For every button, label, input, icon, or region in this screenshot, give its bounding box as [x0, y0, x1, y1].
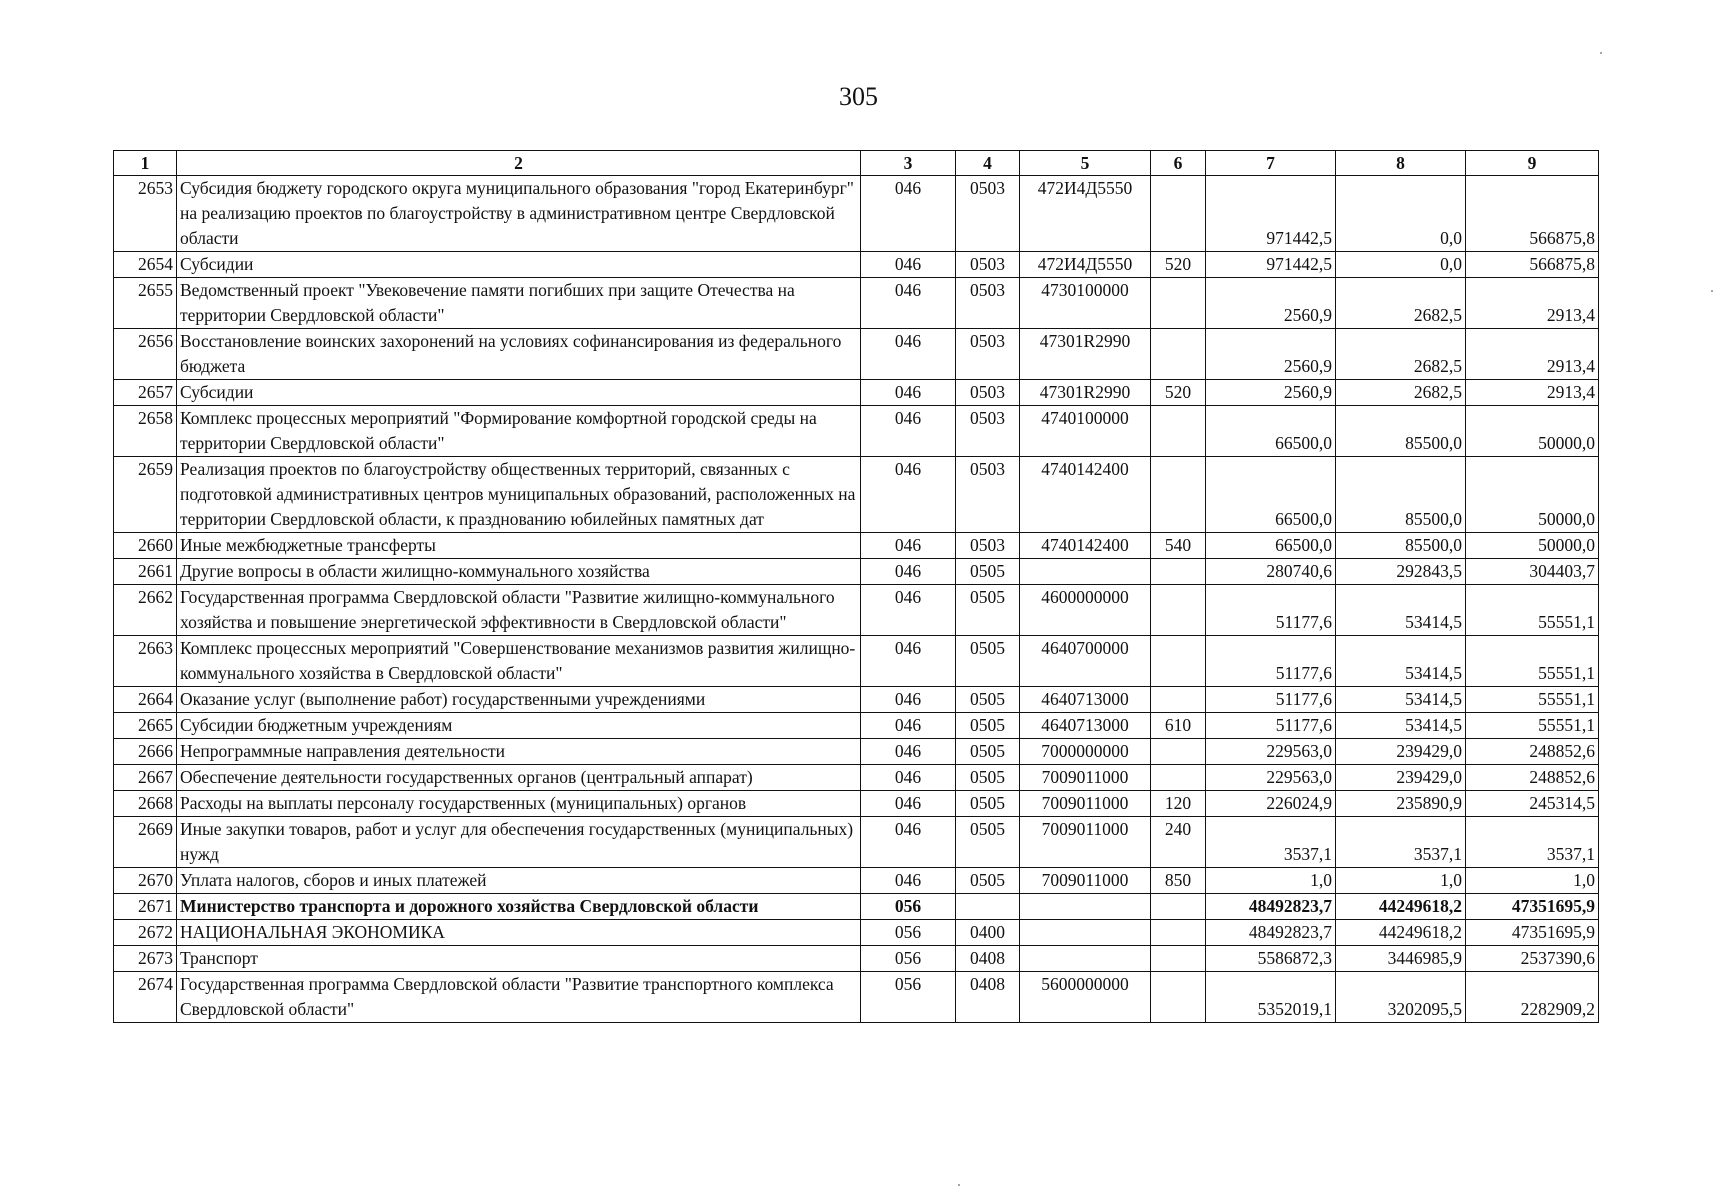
row-name-cell: Комплекс процессных мероприятий "Формирование комфортной городской среды на территории Свердловской области": [177, 406, 861, 457]
row-number-cell: 2672: [114, 920, 177, 946]
row-number-cell: 2662: [114, 585, 177, 636]
row-number-cell: 2671: [114, 894, 177, 920]
row-col7-cell: 48492823,7: [1206, 920, 1336, 946]
row-col4-cell: 0503: [956, 533, 1020, 559]
row-col3-cell: 046: [861, 559, 956, 585]
row-col3-cell: 046: [861, 406, 956, 457]
row-col9-cell: 47351695,9: [1466, 920, 1599, 946]
row-number-cell: 2663: [114, 636, 177, 687]
row-name-cell: Уплата налогов, сборов и иных платежей: [177, 868, 861, 894]
row-col4-cell: 0503: [956, 278, 1020, 329]
table-row: [114, 817, 1599, 868]
row-col9-cell: 566875,8: [1466, 176, 1599, 252]
row-col9-cell: 248852,6: [1466, 739, 1599, 765]
row-col8-cell: 292843,5: [1336, 559, 1466, 585]
row-col8-cell: 3537,1: [1336, 817, 1466, 868]
row-col3-cell: 046: [861, 817, 956, 868]
row-col5-cell: 47301R2990: [1020, 329, 1151, 380]
row-number-cell: 2655: [114, 278, 177, 329]
table-row: [114, 406, 1599, 457]
row-col6-cell: 850: [1151, 868, 1206, 894]
header-row: [114, 151, 1599, 176]
row-name-cell: Оказание услуг (выполнение работ) государственными учреждениями: [177, 687, 861, 713]
row-name-cell: Государственная программа Свердловской области "Развитие транспортного комплекса Свердловской области": [177, 972, 861, 1023]
row-col8-cell: 235890,9: [1336, 791, 1466, 817]
row-col7-cell: 51177,6: [1206, 636, 1336, 687]
row-col6-cell: 540: [1151, 533, 1206, 559]
table-row: [114, 457, 1599, 533]
row-number-cell: 2656: [114, 329, 177, 380]
row-name-cell: Субсидии: [177, 380, 861, 406]
row-col3-cell: 046: [861, 176, 956, 252]
row-col4-cell: 0505: [956, 559, 1020, 585]
row-col4-cell: 0505: [956, 636, 1020, 687]
row-col7-cell: 66500,0: [1206, 406, 1336, 457]
table-row: [114, 765, 1599, 791]
table-row: [114, 585, 1599, 636]
row-col3-cell: 046: [861, 380, 956, 406]
row-col5-cell: 4640700000: [1020, 636, 1151, 687]
row-col7-cell: 2560,9: [1206, 278, 1336, 329]
row-col7-cell: 229563,0: [1206, 765, 1336, 791]
row-number-cell: 2667: [114, 765, 177, 791]
table-row: [114, 972, 1599, 1023]
row-col8-cell: 2682,5: [1336, 329, 1466, 380]
row-col6-cell: [1151, 585, 1206, 636]
row-col6-cell: [1151, 559, 1206, 585]
row-col4-cell: 0505: [956, 585, 1020, 636]
row-col3-cell: 046: [861, 713, 956, 739]
row-col6-cell: [1151, 894, 1206, 920]
row-col3-cell: 056: [861, 894, 956, 920]
row-col9-cell: 2537390,6: [1466, 946, 1599, 972]
row-col3-cell: 046: [861, 765, 956, 791]
header-col-1: 1: [114, 151, 177, 176]
table-row: [114, 791, 1599, 817]
row-col9-cell: 50000,0: [1466, 457, 1599, 533]
row-col5-cell: 7000000000: [1020, 739, 1151, 765]
row-col9-cell: 55551,1: [1466, 713, 1599, 739]
row-col5-cell: 4740100000: [1020, 406, 1151, 457]
table-row: [114, 252, 1599, 278]
row-col4-cell: 0400: [956, 920, 1020, 946]
row-name-cell: Субсидии: [177, 252, 861, 278]
row-col5-cell: 47301R2990: [1020, 380, 1151, 406]
row-col8-cell: 53414,5: [1336, 636, 1466, 687]
row-col9-cell: 2282909,2: [1466, 972, 1599, 1023]
row-col5-cell: 7009011000: [1020, 791, 1151, 817]
row-number-cell: 2669: [114, 817, 177, 868]
row-col5-cell: 5600000000: [1020, 972, 1151, 1023]
table-row: [114, 687, 1599, 713]
row-col3-cell: 046: [861, 791, 956, 817]
row-col8-cell: 239429,0: [1336, 739, 1466, 765]
row-col8-cell: 3202095,5: [1336, 972, 1466, 1023]
row-col9-cell: 50000,0: [1466, 406, 1599, 457]
row-number-cell: 2668: [114, 791, 177, 817]
row-number-cell: 2666: [114, 739, 177, 765]
row-col8-cell: 85500,0: [1336, 533, 1466, 559]
header-col-6: 6: [1151, 151, 1206, 176]
table-row: [114, 920, 1599, 946]
row-col8-cell: 1,0: [1336, 868, 1466, 894]
row-col8-cell: 53414,5: [1336, 585, 1466, 636]
row-col3-cell: 046: [861, 868, 956, 894]
table-row: [114, 559, 1599, 585]
row-col9-cell: 245314,5: [1466, 791, 1599, 817]
row-col3-cell: 046: [861, 687, 956, 713]
table-row: [114, 713, 1599, 739]
row-number-cell: 2664: [114, 687, 177, 713]
table-row: [114, 894, 1599, 920]
row-col4-cell: 0505: [956, 687, 1020, 713]
row-col5-cell: 4740142400: [1020, 533, 1151, 559]
row-number-cell: 2673: [114, 946, 177, 972]
row-number-cell: 2653: [114, 176, 177, 252]
row-name-cell: Субсидии бюджетным учреждениям: [177, 713, 861, 739]
row-col6-cell: [1151, 687, 1206, 713]
row-col8-cell: 0,0: [1336, 176, 1466, 252]
table-row: [114, 380, 1599, 406]
row-col5-cell: 4730100000: [1020, 278, 1151, 329]
row-name-cell: Государственная программа Свердловской области "Развитие жилищно-коммунального хозяйства и повышение энергетической эффективности в Свердловской области": [177, 585, 861, 636]
row-col3-cell: 046: [861, 278, 956, 329]
row-name-cell: Другие вопросы в области жилищно-коммунального хозяйства: [177, 559, 861, 585]
row-col8-cell: 2682,5: [1336, 278, 1466, 329]
row-col4-cell: [956, 894, 1020, 920]
row-col3-cell: 046: [861, 636, 956, 687]
table-row: [114, 946, 1599, 972]
row-col9-cell: 566875,8: [1466, 252, 1599, 278]
row-col3-cell: 046: [861, 739, 956, 765]
row-number-cell: 2674: [114, 972, 177, 1023]
row-col6-cell: [1151, 636, 1206, 687]
row-name-cell: Восстановление воинских захоронений на условиях софинансирования из федерального бюджета: [177, 329, 861, 380]
row-col3-cell: 046: [861, 457, 956, 533]
row-number-cell: 2660: [114, 533, 177, 559]
row-col6-cell: 120: [1151, 791, 1206, 817]
table-row: [114, 176, 1599, 252]
row-col6-cell: [1151, 765, 1206, 791]
row-col7-cell: 971442,5: [1206, 176, 1336, 252]
row-col7-cell: 2560,9: [1206, 380, 1336, 406]
row-col9-cell: 55551,1: [1466, 636, 1599, 687]
row-col3-cell: 056: [861, 972, 956, 1023]
row-col7-cell: 5352019,1: [1206, 972, 1336, 1023]
row-col4-cell: 0503: [956, 380, 1020, 406]
row-col3-cell: 056: [861, 946, 956, 972]
row-col3-cell: 046: [861, 533, 956, 559]
row-col4-cell: 0505: [956, 739, 1020, 765]
row-name-cell: Министерство транспорта и дорожного хозяйства Свердловской области: [177, 894, 861, 920]
header-col-7: 7: [1206, 151, 1336, 176]
row-col4-cell: 0503: [956, 252, 1020, 278]
row-col6-cell: [1151, 920, 1206, 946]
row-col4-cell: 0408: [956, 946, 1020, 972]
row-name-cell: Непрограммные направления деятельности: [177, 739, 861, 765]
row-col7-cell: 971442,5: [1206, 252, 1336, 278]
row-name-cell: Расходы на выплаты персоналу государственных (муниципальных) органов: [177, 791, 861, 817]
table-row: [114, 278, 1599, 329]
row-col9-cell: 248852,6: [1466, 765, 1599, 791]
row-col8-cell: 44249618,2: [1336, 920, 1466, 946]
row-col3-cell: 046: [861, 252, 956, 278]
row-col8-cell: 85500,0: [1336, 457, 1466, 533]
row-col7-cell: 66500,0: [1206, 533, 1336, 559]
row-col9-cell: 3537,1: [1466, 817, 1599, 868]
row-col5-cell: [1020, 559, 1151, 585]
row-col9-cell: 304403,7: [1466, 559, 1599, 585]
row-name-cell: Ведомственный проект "Увековечение памяти погибших при защите Отечества на территории Свердловской области": [177, 278, 861, 329]
row-col8-cell: 239429,0: [1336, 765, 1466, 791]
scan-speck: [1711, 290, 1713, 292]
row-col7-cell: 226024,9: [1206, 791, 1336, 817]
row-col3-cell: 046: [861, 585, 956, 636]
row-col5-cell: 472И4Д5550: [1020, 252, 1151, 278]
row-col6-cell: 520: [1151, 380, 1206, 406]
header-col-2: 2: [177, 151, 861, 176]
row-col3-cell: 046: [861, 329, 956, 380]
table-row: [114, 636, 1599, 687]
row-col6-cell: [1151, 972, 1206, 1023]
table-row: [114, 329, 1599, 380]
row-col8-cell: 3446985,9: [1336, 946, 1466, 972]
row-name-cell: Комплекс процессных мероприятий "Совершенствование механизмов развития жилищно-коммунального хозяйства в Свердловской области": [177, 636, 861, 687]
row-number-cell: 2658: [114, 406, 177, 457]
row-col9-cell: 2913,4: [1466, 278, 1599, 329]
row-col7-cell: 51177,6: [1206, 585, 1336, 636]
row-col4-cell: 0505: [956, 817, 1020, 868]
row-col6-cell: 240: [1151, 817, 1206, 868]
row-col5-cell: 472И4Д5550: [1020, 176, 1151, 252]
row-col4-cell: 0505: [956, 765, 1020, 791]
row-col5-cell: [1020, 946, 1151, 972]
scan-speck: [1600, 52, 1602, 54]
row-name-cell: Иные закупки товаров, работ и услуг для обеспечения государственных (муниципальных) нужд: [177, 817, 861, 868]
table-body: [114, 176, 1599, 1023]
row-col4-cell: 0505: [956, 791, 1020, 817]
row-name-cell: Обеспечение деятельности государственных органов (центральный аппарат): [177, 765, 861, 791]
row-col4-cell: 0503: [956, 176, 1020, 252]
row-col7-cell: 3537,1: [1206, 817, 1336, 868]
row-col6-cell: [1151, 406, 1206, 457]
budget-table: [113, 150, 1599, 1023]
row-col9-cell: 50000,0: [1466, 533, 1599, 559]
row-col6-cell: [1151, 329, 1206, 380]
header-col-3: 3: [861, 151, 956, 176]
row-col4-cell: 0505: [956, 713, 1020, 739]
header-col-8: 8: [1336, 151, 1466, 176]
row-col5-cell: 7009011000: [1020, 765, 1151, 791]
table-row: [114, 533, 1599, 559]
row-col5-cell: 4740142400: [1020, 457, 1151, 533]
row-col7-cell: 280740,6: [1206, 559, 1336, 585]
row-col7-cell: 1,0: [1206, 868, 1336, 894]
row-col8-cell: 0,0: [1336, 252, 1466, 278]
row-col8-cell: 2682,5: [1336, 380, 1466, 406]
row-col6-cell: 610: [1151, 713, 1206, 739]
row-name-cell: Субсидия бюджету городского округа муниципального образования "город Екатеринбург" на реализацию проектов по благоустройству в административном центре Свердловской области: [177, 176, 861, 252]
row-col7-cell: 2560,9: [1206, 329, 1336, 380]
row-col3-cell: 056: [861, 920, 956, 946]
row-col7-cell: 5586872,3: [1206, 946, 1336, 972]
row-col8-cell: 85500,0: [1336, 406, 1466, 457]
row-col6-cell: [1151, 278, 1206, 329]
row-number-cell: 2657: [114, 380, 177, 406]
row-col8-cell: 44249618,2: [1336, 894, 1466, 920]
row-name-cell: Транспорт: [177, 946, 861, 972]
row-number-cell: 2661: [114, 559, 177, 585]
row-col6-cell: [1151, 176, 1206, 252]
row-name-cell: Реализация проектов по благоустройству общественных территорий, связанных с подготовкой административных центров муниципальных образований, расположенных на территории Свердловской области, к празднованию юбилейных памятных дат: [177, 457, 861, 533]
row-col7-cell: 51177,6: [1206, 713, 1336, 739]
row-col6-cell: [1151, 457, 1206, 533]
row-col7-cell: 229563,0: [1206, 739, 1336, 765]
row-col5-cell: 7009011000: [1020, 817, 1151, 868]
row-col9-cell: 2913,4: [1466, 329, 1599, 380]
row-col4-cell: 0503: [956, 457, 1020, 533]
table-row: [114, 868, 1599, 894]
row-col7-cell: 51177,6: [1206, 687, 1336, 713]
row-col5-cell: [1020, 894, 1151, 920]
scan-speck: [958, 1184, 960, 1186]
row-col9-cell: 2913,4: [1466, 380, 1599, 406]
row-col9-cell: 47351695,9: [1466, 894, 1599, 920]
row-number-cell: 2665: [114, 713, 177, 739]
row-col6-cell: 520: [1151, 252, 1206, 278]
row-col4-cell: 0503: [956, 406, 1020, 457]
page-number: 305: [839, 82, 878, 111]
row-col5-cell: 4600000000: [1020, 585, 1151, 636]
header-col-5: 5: [1020, 151, 1151, 176]
row-col4-cell: 0408: [956, 972, 1020, 1023]
row-col9-cell: 55551,1: [1466, 585, 1599, 636]
row-col5-cell: 4640713000: [1020, 713, 1151, 739]
row-number-cell: 2659: [114, 457, 177, 533]
row-col7-cell: 66500,0: [1206, 457, 1336, 533]
row-number-cell: 2670: [114, 868, 177, 894]
row-col4-cell: 0503: [956, 329, 1020, 380]
row-col8-cell: 53414,5: [1336, 687, 1466, 713]
header-col-4: 4: [956, 151, 1020, 176]
row-col5-cell: 7009011000: [1020, 868, 1151, 894]
row-name-cell: Иные межбюджетные трансферты: [177, 533, 861, 559]
row-number-cell: 2654: [114, 252, 177, 278]
row-col7-cell: 48492823,7: [1206, 894, 1336, 920]
row-col4-cell: 0505: [956, 868, 1020, 894]
row-col8-cell: 53414,5: [1336, 713, 1466, 739]
row-col6-cell: [1151, 739, 1206, 765]
row-col6-cell: [1151, 946, 1206, 972]
header-col-9: 9: [1466, 151, 1599, 176]
table-row: [114, 739, 1599, 765]
row-col5-cell: [1020, 920, 1151, 946]
row-col5-cell: 4640713000: [1020, 687, 1151, 713]
row-name-cell: НАЦИОНАЛЬНАЯ ЭКОНОМИКА: [177, 920, 861, 946]
row-col9-cell: 55551,1: [1466, 687, 1599, 713]
row-col9-cell: 1,0: [1466, 868, 1599, 894]
